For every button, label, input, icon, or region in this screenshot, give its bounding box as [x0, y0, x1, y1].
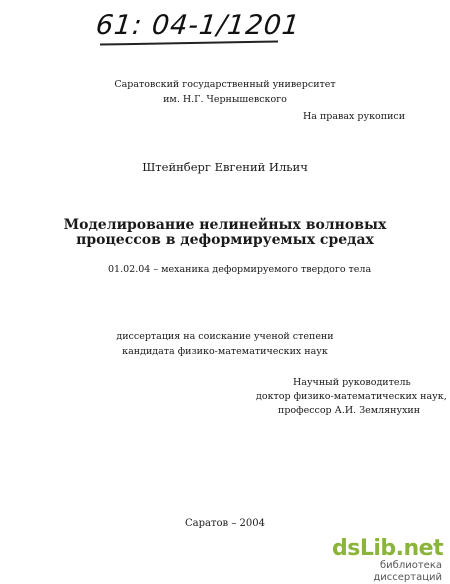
dissertation-title-line2: процессов в деформируемых средах [76, 232, 374, 248]
supervisor-heading: Научный руководитель [293, 377, 411, 388]
archive-number-underline [100, 40, 278, 45]
supervisor-name: профессор А.И. Землянухин [278, 405, 421, 416]
city-year: Саратов – 2004 [185, 518, 265, 529]
watermark-caption: библиотека диссертаций [373, 560, 442, 583]
manuscript-note: На правах рукописи [303, 111, 406, 122]
dissertation-title-line1: Моделирование нелинейных волновых [63, 217, 387, 233]
author-name: Штейнберг Евгений Ильич [142, 160, 308, 174]
watermark-logo: dsLib.net [332, 536, 444, 561]
degree-line1: диссертация на соискание ученой степени [116, 331, 334, 342]
university-namesake: им. Н.Г. Чернышевского [163, 94, 287, 105]
degree-line2: кандидата физико-математических наук [122, 346, 328, 357]
university-name: Саратовский государственный университет [114, 79, 336, 90]
archive-number-stamp: 61: 04-1/1201 [94, 10, 302, 41]
supervisor-degree: доктор физико-математических наук, [256, 391, 447, 402]
specialty-code: 01.02.04 – механика деформируемого твердого тела [108, 264, 372, 275]
dslib-watermark [332, 536, 442, 584]
